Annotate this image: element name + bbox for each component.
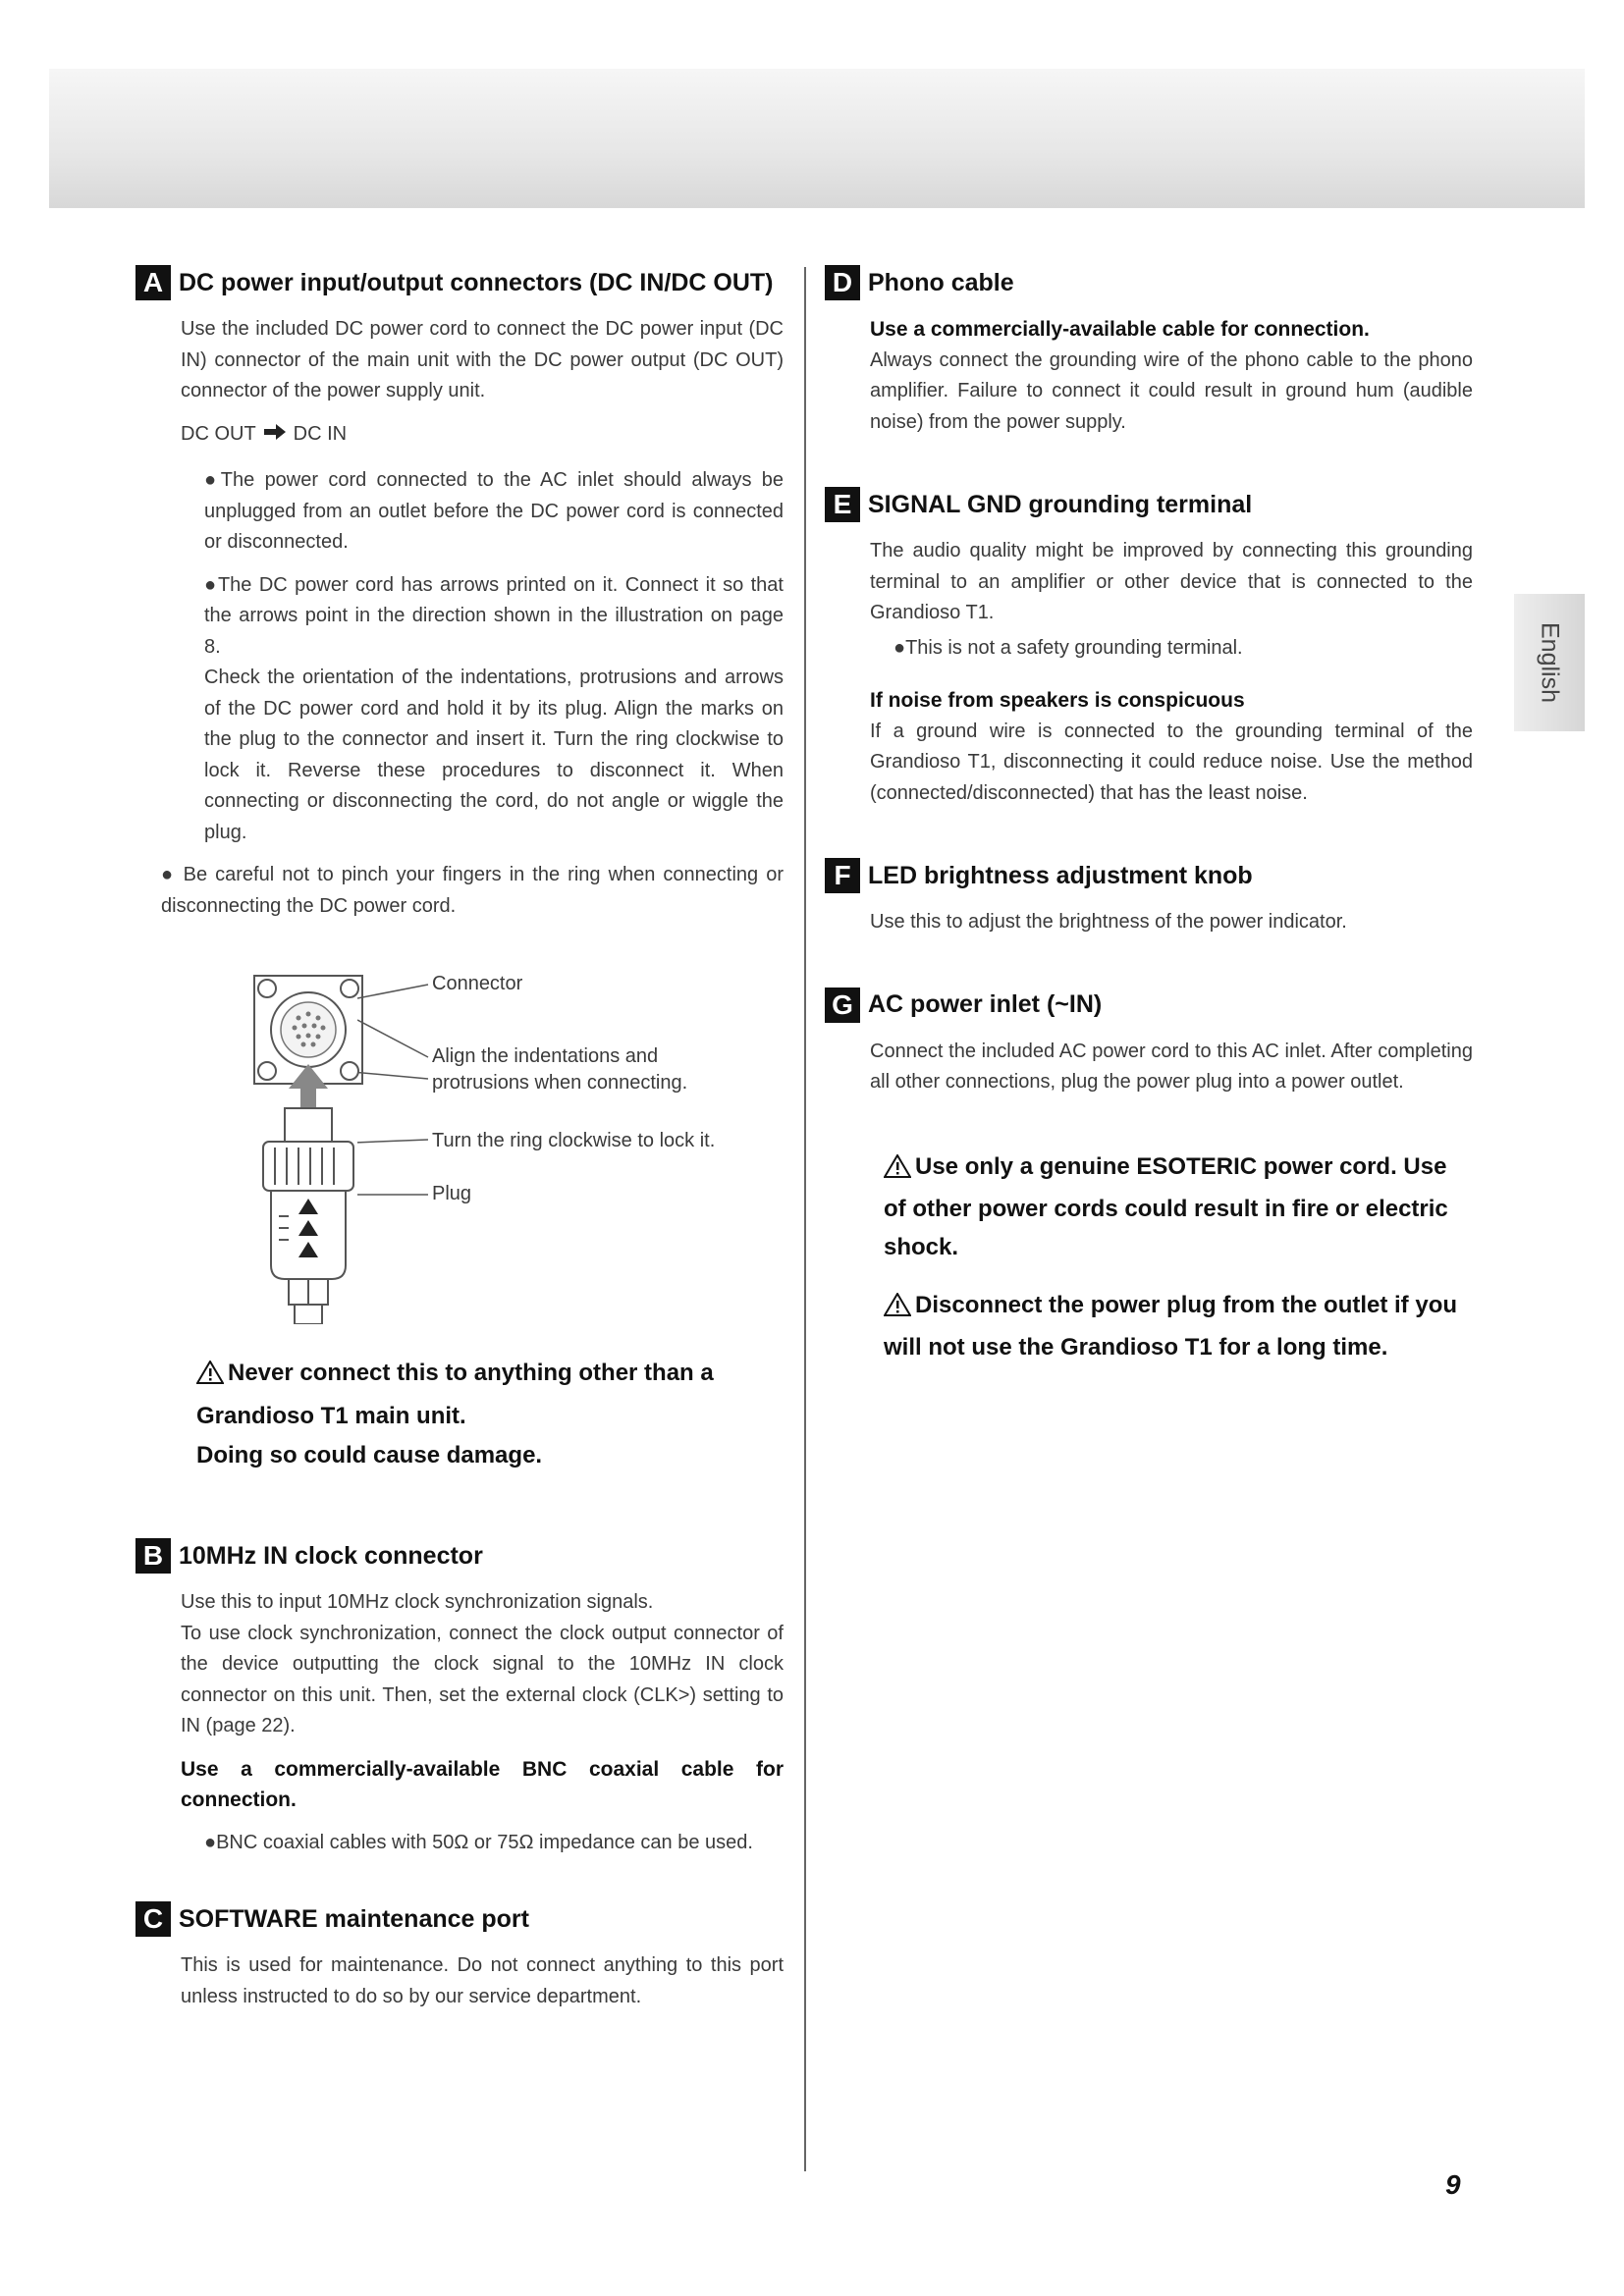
section-a-warning-line-3: Doing so could cause damage. — [196, 1442, 543, 1468]
dc-connection-line — [181, 419, 784, 451]
section-c-body — [181, 1950, 784, 2012]
section-d-title: Phono cable — [868, 268, 1014, 296]
section-c-title: SOFTWARE maintenance port — [179, 1904, 529, 1933]
section-a-title: DC power input/output connectors (DC IN/DC OUT) — [179, 268, 774, 296]
warning-icon — [196, 1358, 224, 1397]
right-column — [825, 265, 1473, 1366]
section-b-title: 10MHz IN clock connector — [179, 1541, 483, 1570]
section-e-heading — [825, 487, 1473, 522]
section-f-letter: F — [825, 858, 860, 893]
section-b-letter: B — [135, 1538, 171, 1574]
section-f-para: Use this to adjust the brightness of the power indicator. — [870, 911, 1347, 933]
section-g-body — [870, 1037, 1473, 1098]
section-d-para: Always connect the grounding wire of the phono cable to the phono amplifier. Failure to connect it could result in ground hum (audible noise) from the power supply. — [870, 348, 1473, 433]
section-a-bullet-1: ●The power cord connected to the AC inlet should always be unplugged from an outlet before the DC power cord is connected or disconnected. — [204, 469, 784, 553]
section-g-title: AC power inlet (~IN) — [868, 990, 1103, 1018]
section-b-heading — [135, 1538, 784, 1574]
section-d-letter: D — [825, 265, 860, 300]
section-e-letter: E — [825, 487, 860, 522]
section-e-bold: If noise from speakers is conspicuous — [870, 689, 1245, 712]
section-g-warning-1 — [884, 1148, 1473, 1266]
section-d — [825, 265, 1473, 438]
section-b-para-2: To use clock synchronization, connect the clock output connector of the device outputting the clock signal to the 10MHz IN clock connector on this unit. Then, set the external clock (CLK>) setting to IN (page 22). — [181, 1622, 784, 1736]
section-g-warning-2-text: Disconnect the power plug from the outlet if you will not use the Grandioso T1 for a long time. — [884, 1291, 1458, 1361]
section-e-bullet: ●This is not a safety grounding terminal. — [893, 636, 1243, 659]
section-c-heading — [135, 1901, 784, 1937]
section-d-heading — [825, 265, 1473, 300]
label-connector: Connector — [432, 973, 523, 994]
section-a-bullet-2: ●The DC power cord has arrows printed on it. Connect it so that the arrows point in the direction shown in the illustration on page 8. — [204, 573, 784, 658]
section-g-warning-2 — [884, 1286, 1473, 1366]
section-c — [135, 1901, 784, 2012]
page-number: 9 — [1445, 2169, 1461, 2200]
section-a-para: Use the included DC power cord to connect the DC power input (DC IN) connector of the main unit with the DC power output (DC OUT) connector of the power supply unit. — [181, 318, 784, 401]
dc-in-label: DC IN — [293, 422, 348, 445]
section-e-para-1: The audio quality might be improved by connecting this grounding terminal to an amplifier or other device that is connected to the Grandioso T1. — [870, 540, 1473, 623]
section-e-title: SIGNAL GND grounding terminal — [868, 490, 1253, 518]
section-a — [135, 265, 784, 1475]
section-d-body — [870, 314, 1473, 438]
section-a-bullet-3: ● Be careful not to pinch your fingers in the ring when connecting or disconnecting the DC power cord. — [161, 864, 784, 917]
label-turn-ring: Turn the ring clockwise to lock it. — [432, 1130, 716, 1151]
section-g-letter: G — [825, 988, 860, 1023]
section-c-para: This is used for maintenance. Do not connect anything to this port unless instructed to do so by our service department. — [181, 1954, 784, 2007]
connector-illustration — [181, 971, 809, 1324]
arrow-right-icon — [264, 419, 286, 451]
header-band — [49, 69, 1585, 208]
section-a-heading — [135, 265, 784, 300]
left-column — [135, 265, 784, 2024]
section-e-para-2: If a ground wire is connected to the grounding terminal of the Grandioso T1, disconnecting it could reduce noise. Use the method (connected/disconnected) that has the least noise. — [870, 720, 1473, 804]
section-e-body — [870, 536, 1473, 809]
label-align: Align the indentations and protrusions when connecting. — [432, 1045, 688, 1094]
section-c-letter: C — [135, 1901, 171, 1937]
section-a-body — [161, 314, 784, 922]
section-d-bold: Use a commercially-available cable for connection. — [870, 318, 1370, 341]
section-e — [825, 487, 1473, 809]
section-f-title: LED brightness adjustment knob — [868, 861, 1253, 889]
section-g-warning-1-text: Use only a genuine ESOTERIC power cord. Use of other power cords could result in fire or electric shock. — [884, 1152, 1448, 1260]
warning-icon — [884, 1151, 911, 1190]
section-b-body — [181, 1587, 784, 1858]
section-b-bullet: ●BNC coaxial cables with 50Ω or 75Ω impedance can be used. — [204, 1831, 753, 1853]
section-b-para-1: Use this to input 10MHz clock synchronization signals. — [181, 1591, 654, 1613]
section-b-bold: Use a commercially-available BNC coaxial cable for connection. — [181, 1757, 784, 1811]
section-a-warning-line-2: Grandioso T1 main unit. — [196, 1403, 466, 1429]
warning-icon — [884, 1290, 911, 1328]
section-a-bullet-2-cont: Check the orientation of the indentations, protrusions and arrows of the DC power cord and hold it by its plug. Align the marks on the plug to the connector and insert it. Turn the ring clockwise to lock it. Reverse these procedures to disconnect it. When connecting or disconnecting the cord, do not angle or wiggle the plug. — [204, 667, 784, 843]
section-a-warning — [196, 1354, 784, 1475]
section-g-para: Connect the included AC power cord to this AC inlet. After completing all other connections, plug the power plug into a power outlet. — [870, 1040, 1473, 1093]
section-a-warning-line-1: Never connect this to anything other than a — [196, 1354, 784, 1397]
section-f-heading — [825, 858, 1473, 893]
section-f — [825, 858, 1473, 938]
dc-out-label: DC OUT — [181, 422, 256, 445]
section-f-body — [870, 907, 1473, 938]
section-b — [135, 1538, 784, 1858]
label-plug: Plug — [432, 1183, 472, 1204]
language-tab-label: English — [1536, 622, 1564, 703]
language-tab — [1514, 594, 1585, 731]
section-g-heading — [825, 988, 1473, 1023]
section-a-letter: A — [135, 265, 171, 300]
section-g — [825, 988, 1473, 1366]
